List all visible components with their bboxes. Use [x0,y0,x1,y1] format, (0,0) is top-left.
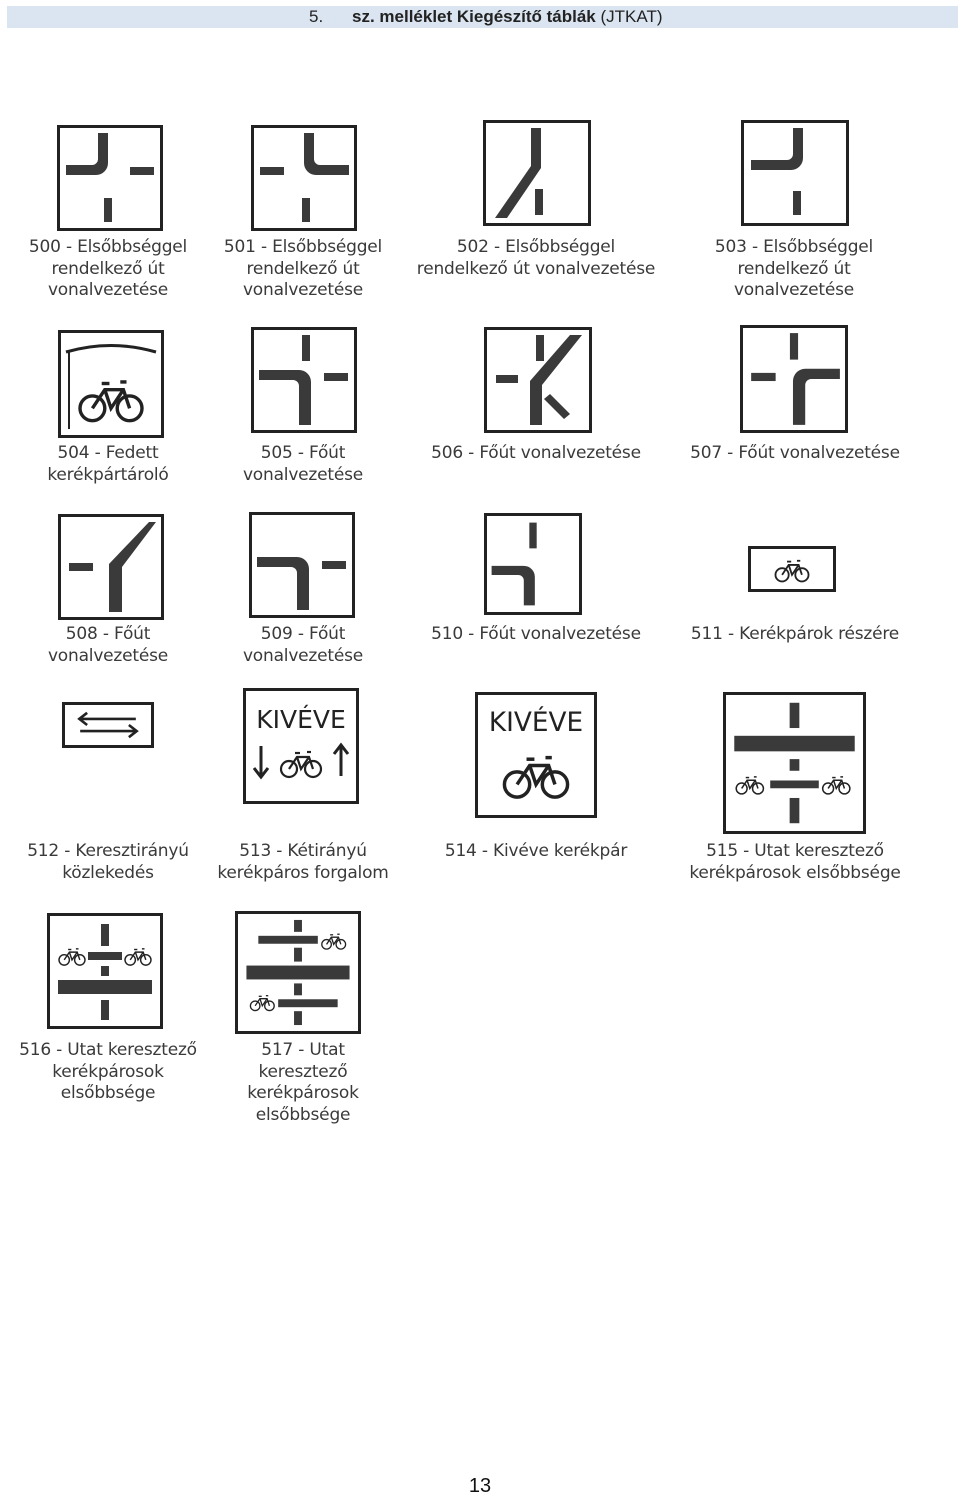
caption-504: 504 - Fedett kerékpártároló [47,443,169,485]
sign-500 [57,125,163,231]
caption-513: 513 - Kétirányú kerékpáros forgalom [217,841,389,883]
sign-517 [235,911,361,1034]
svg-text:KIVÉVE: KIVÉVE [256,705,346,734]
sign-506 [484,327,592,433]
sign-505 [251,327,357,433]
caption-505: 505 - Főút vonalvezetése [242,443,364,485]
sign-516 [47,913,163,1029]
sign-513 [243,688,359,804]
sign-514 [475,692,597,818]
sign-502 [483,120,591,226]
sign-510 [484,513,582,615]
caption-507: 507 - Főút vonalvezetése [690,443,900,463]
sign-503 [741,120,849,226]
page-number: 13 [468,1475,492,1497]
sign-508 [58,514,164,620]
sign-515 [723,692,866,834]
sign-504 [58,330,164,438]
caption-512: 512 - Keresztirányú közlekedés [27,841,189,883]
sign-507 [740,325,848,433]
caption-510: 510 - Főút vonalvezetése [431,624,641,644]
caption-516: 516 - Utat keresztező kerékpárosok elsőbbsége [19,1040,197,1103]
annex-number: 5. [309,7,324,26]
svg-text:KIVÉVE: KIVÉVE [488,707,584,738]
sign-511 [748,546,836,592]
sign-509 [249,512,355,618]
caption-500: 500 - Elsőbbséggel rendelkező út vonalvezetése [28,237,188,300]
caption-515: 515 - Utat keresztező kerékpárosok elsőbbsége [689,841,901,883]
annex-title: sz. melléklet Kiegészítő táblák (JTKAT) [352,7,663,26]
caption-509: 509 - Főút vonalvezetése [242,624,364,666]
caption-508: 508 - Főút vonalvezetése [47,624,169,666]
caption-501: 501 - Elsőbbséggel rendelkező út vonalvezetése [223,237,383,300]
sign-512 [62,702,154,748]
page-header [7,6,958,28]
caption-517: 517 - Utat keresztező kerékpárosok elsőbbsége [247,1040,359,1125]
caption-506: 506 - Főút vonalvezetése [431,443,641,463]
sign-501 [251,125,357,231]
caption-503: 503 - Elsőbbséggel rendelkező út vonalvezetése [714,237,874,300]
caption-502: 502 - Elsőbbséggel rendelkező út vonalvezetése [416,237,656,279]
caption-511: 511 - Kerékpárok részére [690,624,900,644]
caption-514: 514 - Kivéve kerékpár [444,841,628,861]
